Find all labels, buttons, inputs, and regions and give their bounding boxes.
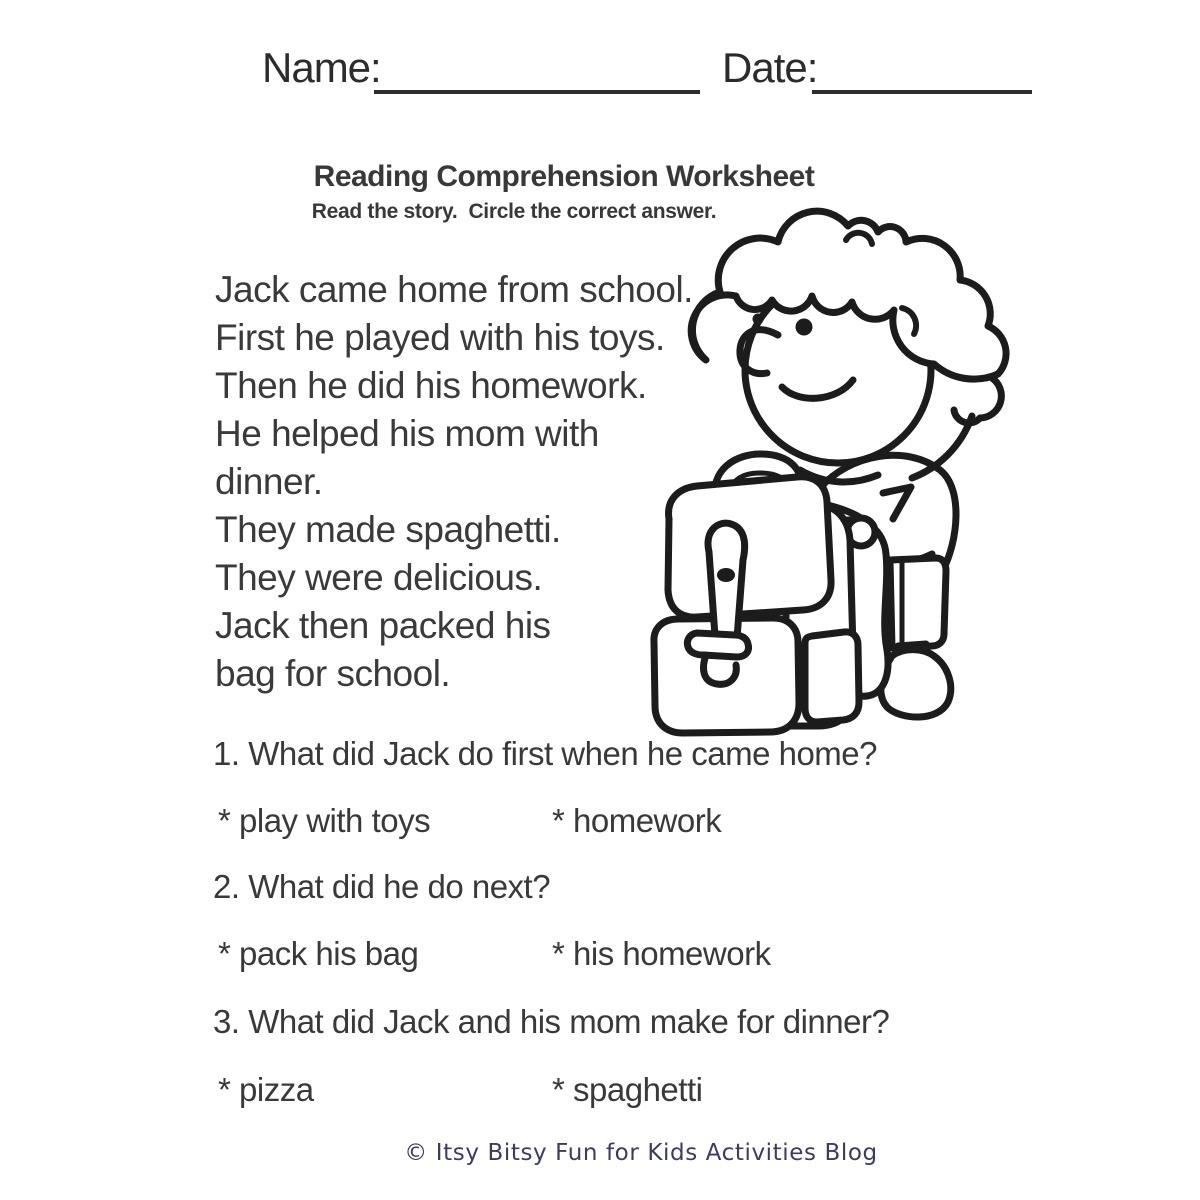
flap-buckle: [717, 568, 735, 582]
question-3-option-b[interactable]: * spaghetti: [552, 1071, 703, 1108]
question-1-prompt: 1. What did Jack do first when he came home?: [213, 735, 878, 772]
name-blank-line[interactable]: [374, 50, 700, 94]
boy-head: [691, 211, 1006, 463]
question-2-prompt: 2. What did he do next?: [213, 868, 551, 905]
footer-credit: © Itsy Bitsy Fun for Kids Activities Blog: [404, 1140, 878, 1166]
strap-crossbar: [687, 633, 748, 657]
question-2-option-a[interactable]: * pack his bag: [218, 935, 419, 972]
question-3-prompt: 3. What did Jack and his mom make for dinner?: [213, 1003, 890, 1040]
boy-with-backpack-illustration: [640, 188, 1060, 743]
story-line: They made spaghetti.: [215, 509, 561, 550]
story-line: They were delicious.: [215, 557, 543, 598]
date-blank-line[interactable]: [812, 50, 1032, 94]
story-text: [215, 266, 693, 698]
date-label: Date:: [722, 44, 818, 91]
page-subtitle: Read the story. Circle the correct answer.: [311, 200, 717, 223]
ear-curl: [954, 378, 1001, 423]
story-line: bag for school.: [215, 653, 451, 694]
story-line: Jack then packed his: [215, 605, 551, 646]
story-line: He helped his mom with: [215, 413, 599, 454]
right-eye: [796, 319, 813, 336]
story-line: dinner.: [215, 461, 323, 502]
backpack-flap: [668, 477, 831, 617]
story-line: First he played with his toys.: [215, 317, 665, 358]
question-2-option-b[interactable]: * his homework: [552, 935, 771, 972]
left-eye: [753, 314, 764, 325]
story-line: Then he did his homework.: [215, 365, 647, 406]
backpack-pocket: [805, 632, 859, 722]
header: [0, 0, 1200, 110]
question-1-option-a[interactable]: * play with toys: [218, 802, 431, 839]
page-title: Reading Comprehension Worksheet: [313, 160, 815, 193]
question-1-option-b[interactable]: * homework: [552, 802, 722, 839]
story-line: Jack came home from school.: [215, 269, 693, 310]
question-3-option-a[interactable]: * pizza: [218, 1071, 314, 1108]
name-label: Name:: [262, 44, 381, 91]
